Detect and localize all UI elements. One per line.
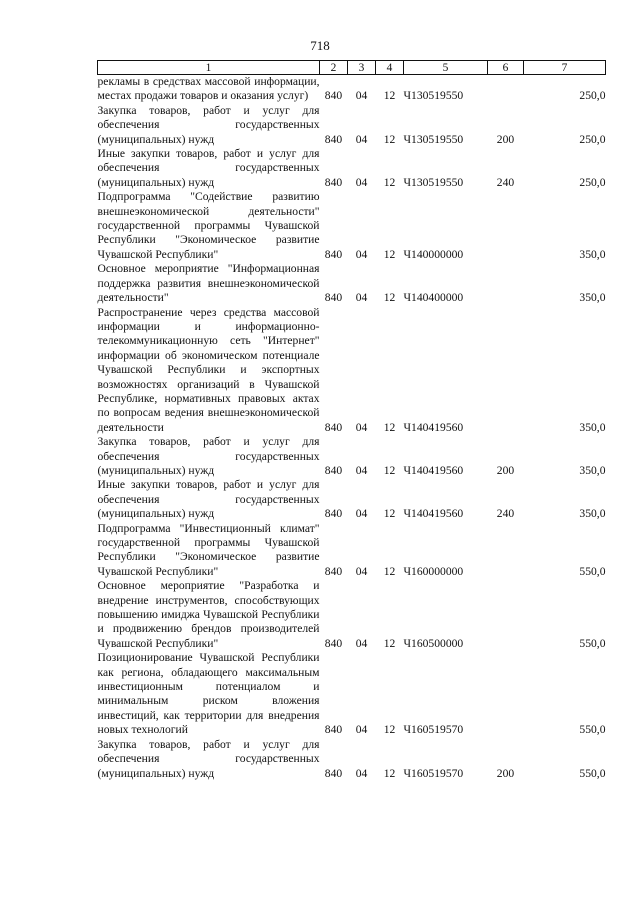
- row-cell-c6: 200: [496, 463, 515, 477]
- row-cell-c3: 04: [355, 463, 368, 477]
- row-cell-c2: 840: [324, 723, 343, 737]
- row-cell-c2: 840: [324, 507, 343, 521]
- row-cell-c7: 550,0: [579, 766, 606, 780]
- row-cell-c7: 550,0: [579, 723, 606, 737]
- row-cell-c7: 350,0: [579, 463, 606, 477]
- row-cell-c2: 840: [324, 564, 343, 578]
- table-row: [98, 104, 606, 147]
- table-row: [98, 738, 606, 781]
- row-cell-c2: 840: [324, 766, 343, 780]
- row-cell-c6: [488, 306, 524, 436]
- row-cell-c6: [488, 262, 524, 305]
- row-cell-c2: 840: [324, 247, 343, 261]
- row-cell-c4: 12: [383, 247, 396, 261]
- row-cell-c7: 550,0: [579, 636, 606, 650]
- column-header-6: 6: [488, 61, 524, 75]
- table-row: [98, 651, 606, 737]
- row-cell-c6: 240: [496, 175, 515, 189]
- row-cell-c5: Ч160500000: [403, 636, 464, 650]
- row-cell-c4: 12: [383, 463, 396, 477]
- row-cell-c6: [488, 190, 524, 262]
- row-cell-c3: 04: [355, 132, 368, 146]
- row-cell-c3: 04: [355, 420, 368, 434]
- row-cell-c5: Ч140419560: [403, 420, 464, 434]
- column-header-2: 2: [320, 61, 348, 75]
- row-name: Подпрограмма "Содействие развитию внешнеэкономической деятельности" государственной программы Чувашской Республики "Экономическое развитие Чувашской Республики": [97, 190, 320, 261]
- row-cell-c3: 04: [355, 291, 368, 305]
- row-cell-c3: 04: [355, 723, 368, 737]
- column-header-7: 7: [524, 61, 606, 75]
- row-cell-c4: 12: [383, 89, 396, 103]
- row-cell-c7: 250,0: [579, 89, 606, 103]
- table-row: [98, 75, 606, 104]
- row-name: Иные закупки товаров, работ и услуг для обеспечения государственных (муниципальных) нужд: [97, 478, 320, 521]
- row-cell-c2: 840: [324, 636, 343, 650]
- row-cell-c6: [488, 579, 524, 651]
- row-name: Позиционирование Чувашской Республики как региона, обладающего максимальным инвестиционным потенциалом и минимальным риском вложения инвестиций, как территории для внедрения новых технологий: [97, 651, 320, 737]
- row-name: Подпрограмма "Инвестиционный климат" государственной программы Чувашской Республики "Экономическое развитие Чувашской Республики": [97, 521, 320, 578]
- row-cell-c6: 200: [496, 132, 515, 146]
- row-cell-c3: 04: [355, 766, 368, 780]
- row-cell-c5: Ч130519550: [403, 132, 464, 146]
- row-cell-c7: 250,0: [579, 132, 606, 146]
- row-cell-c6: [488, 522, 524, 580]
- row-name: Закупка товаров, работ и услуг для обеспечения государственных (муниципальных) нужд: [97, 737, 320, 780]
- row-cell-c4: 12: [383, 636, 396, 650]
- row-cell-c5: Ч140400000: [403, 291, 464, 305]
- row-cell-c5: Ч130519550: [403, 175, 464, 189]
- row-cell-c4: 12: [383, 507, 396, 521]
- row-cell-c5: Ч160519570: [403, 766, 464, 780]
- table-row: [98, 522, 606, 580]
- row-cell-c2: 840: [324, 132, 343, 146]
- table-row: [98, 262, 606, 305]
- row-cell-c3: 04: [355, 89, 368, 103]
- column-header-3: 3: [348, 61, 376, 75]
- row-cell-c3: 04: [355, 507, 368, 521]
- row-cell-c5: Ч160000000: [403, 564, 464, 578]
- row-name: Основное мероприятие "Информационная поддержка развития внешнеэкономической деятельности": [97, 262, 320, 305]
- row-cell-c2: 840: [324, 420, 343, 434]
- row-name: Закупка товаров, работ и услуг для обеспечения государственных (муниципальных) нужд: [97, 103, 320, 146]
- row-cell-c2: 840: [324, 463, 343, 477]
- column-header-5: 5: [404, 61, 488, 75]
- row-cell-c2: 840: [324, 291, 343, 305]
- row-cell-c6: [488, 75, 524, 104]
- row-cell-c7: 550,0: [579, 564, 606, 578]
- table-row: [98, 478, 606, 521]
- row-cell-c4: 12: [383, 723, 396, 737]
- row-cell-c4: 12: [383, 766, 396, 780]
- row-cell-c7: 350,0: [579, 291, 606, 305]
- row-cell-c5: Ч140419560: [403, 507, 464, 521]
- row-name: Иные закупки товаров, работ и услуг для обеспечения государственных (муниципальных) нужд: [97, 147, 320, 189]
- page-number: 718: [310, 38, 330, 53]
- table-row: [98, 147, 606, 190]
- row-name: Основное мероприятие "Разработка и внедрение инструментов, способствующих повышению имиджа Чувашской Республики и продвижению брендов производителей Чувашской Республики": [97, 579, 320, 650]
- row-cell-c3: 04: [355, 636, 368, 650]
- column-header-4: 4: [376, 61, 404, 75]
- row-cell-c7: 350,0: [579, 507, 606, 521]
- row-cell-c4: 12: [383, 420, 396, 434]
- row-cell-c5: Ч140000000: [403, 247, 464, 261]
- row-cell-c4: 12: [383, 132, 396, 146]
- row-cell-c7: 350,0: [579, 247, 606, 261]
- row-cell-c5: Ч130519550: [403, 89, 464, 103]
- row-cell-c3: 04: [355, 247, 368, 261]
- row-cell-c7: 250,0: [579, 175, 606, 189]
- table-row: [98, 190, 606, 262]
- row-cell-c5: Ч140419560: [403, 463, 464, 477]
- row-cell-c6: 200: [496, 766, 515, 780]
- row-cell-c2: 840: [324, 175, 343, 189]
- table-row: [98, 435, 606, 478]
- row-cell-c2: 840: [324, 89, 343, 103]
- row-cell-c3: 04: [355, 175, 368, 189]
- budget-table: [97, 60, 606, 781]
- row-cell-c6: [488, 651, 524, 737]
- table-row: [98, 306, 606, 436]
- column-header-1: 1: [98, 61, 320, 75]
- table-row: [98, 579, 606, 651]
- row-cell-c5: Ч160519570: [403, 723, 464, 737]
- row-cell-c4: 12: [383, 564, 396, 578]
- row-cell-c7: 350,0: [579, 420, 606, 434]
- column-header-row: [98, 61, 606, 75]
- row-cell-c3: 04: [355, 564, 368, 578]
- row-name: Закупка товаров, работ и услуг для обеспечения государственных (муниципальных) нужд: [97, 435, 320, 477]
- row-name: рекламы в средствах массовой информации, местах продажи товаров и оказания услуг): [97, 75, 320, 103]
- row-name: Распространение через средства массовой информации и информационно-телекоммуникационную сеть "Интернет" информации об экономическом потенциале Чувашской Республики и экспортных возможностях организаций в Чувашской Республике, нормативных правовых актах по вопросам ведения внешнеэкономической деятельности: [97, 305, 320, 434]
- row-cell-c4: 12: [383, 291, 396, 305]
- row-cell-c6: 240: [496, 507, 515, 521]
- row-cell-c4: 12: [383, 175, 396, 189]
